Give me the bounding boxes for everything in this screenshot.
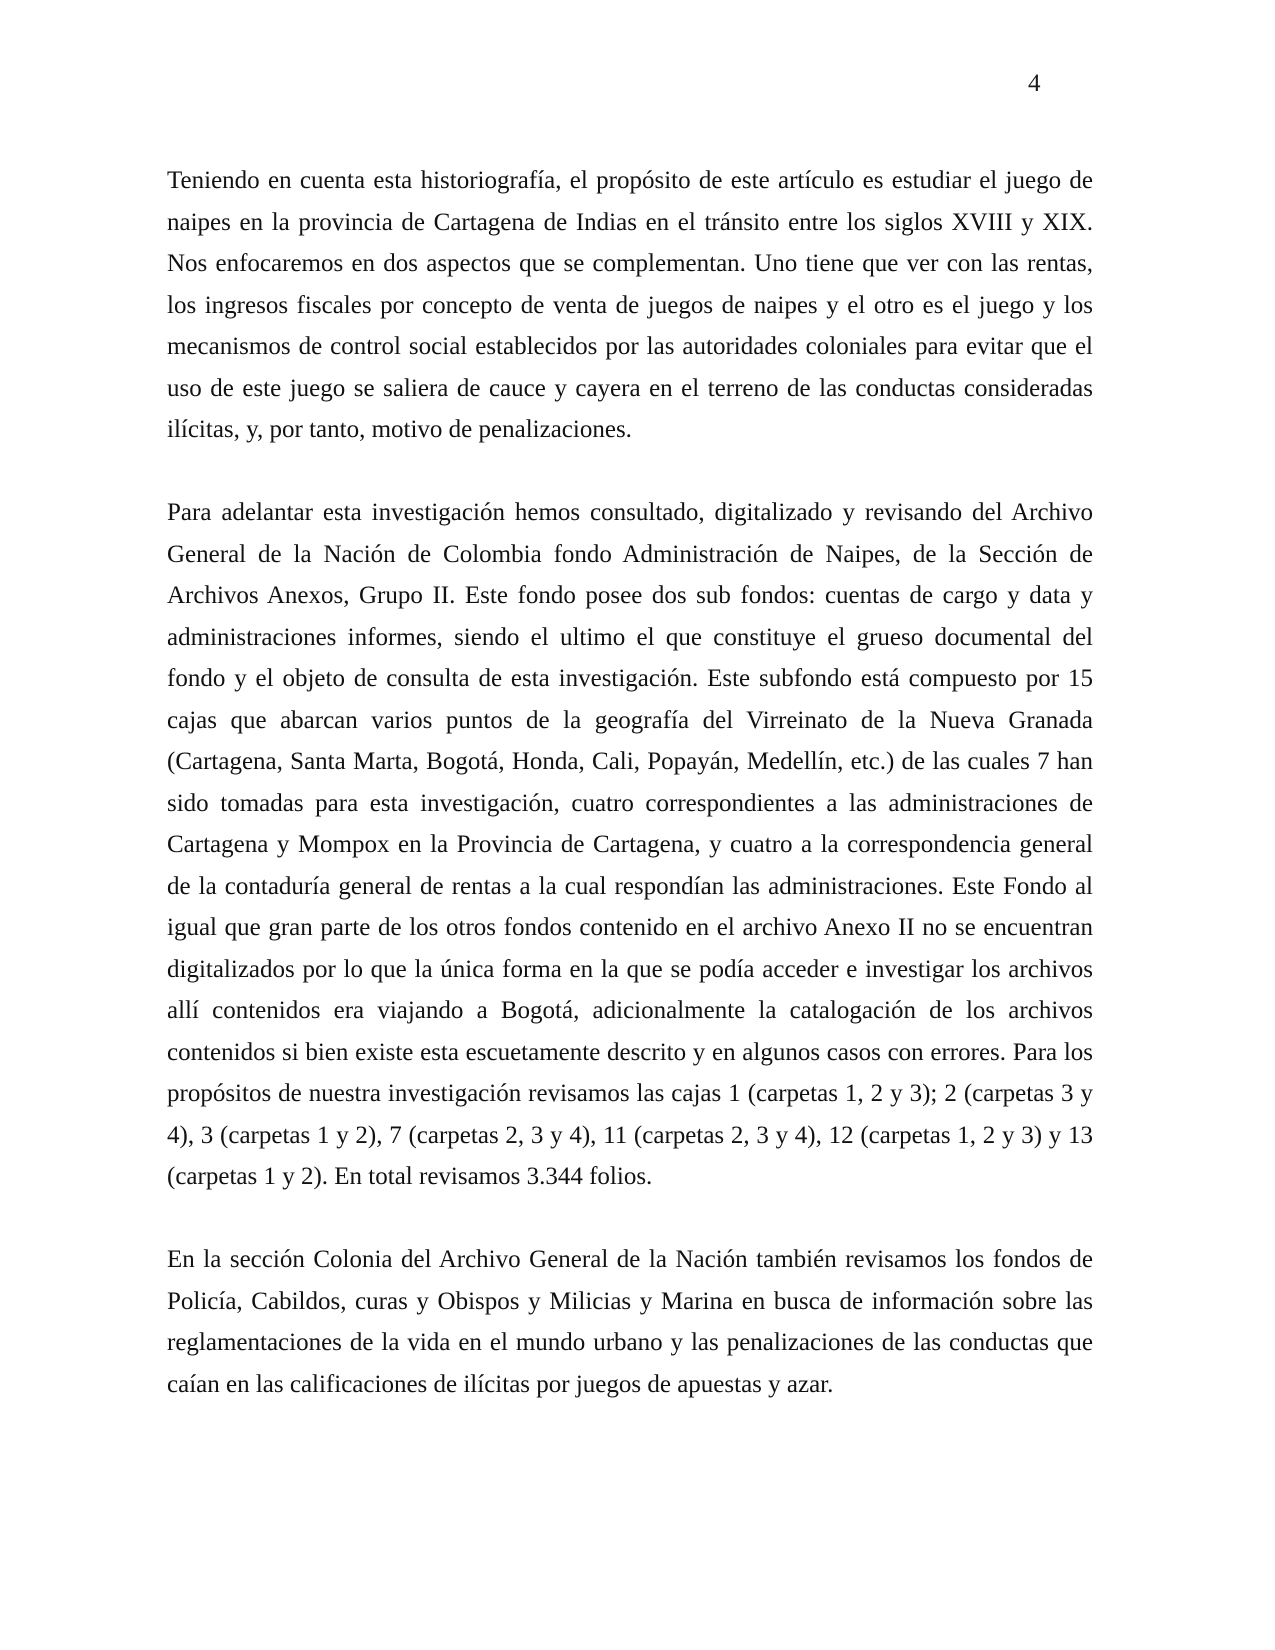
document-body	[167, 160, 1093, 1405]
paragraph-intro: Teniendo en cuenta esta historiografía, el propósito de este artículo es estudiar el juego de naipes en la provincia de Cartagena de Indias en el tránsito entre los siglos XVIII y XIX. Nos enfocaremos en dos aspectos que se complementan. Uno tiene que ver con las rentas, los ingresos fiscales por concepto de venta de juegos de naipes y el otro es el juego y los mecanismos de control social establecidos por las autoridades coloniales para evitar que el uso de este juego se saliera de cauce y cayera en el terreno de las conductas consideradas ilícitas, y, por tanto, motivo de penalizaciones.	[167, 167, 1093, 443]
page-number: 4	[1028, 70, 1041, 97]
paragraph-archive-sources: Para adelantar esta investigación hemos consultado, digitalizado y revisando del Archivo General de la Nación de Colombia fondo Administración de Naipes, de la Sección de Archivos Anexos, Grupo II. Este fondo posee dos sub fondos: cuentas de cargo y data y administraciones informes, siendo el ultimo el que constituye el grueso documental del fondo y el objeto de consulta de esta investigación. Este subfondo está compuesto por 15 cajas que abarcan varios puntos de la geografía del Virreinato de la Nueva Granada (Cartagena, Santa Marta, Bogotá, Honda, Cali, Popayán, Medellín, etc.) de las cuales 7 han sido tomadas para esta investigación, cuatro correspondientes a las administraciones de Cartagena y Mompox en la Provincia de Cartagena, y cuatro a la correspondencia general de la contaduría general de rentas a la cual respondían las administraciones. Este Fondo al igual que gran parte de los otros fondos contenido en el archivo Anexo II no se encuentran digitalizados por lo que la única forma en la que se podía acceder e investigar los archivos allí contenidos era viajando a Bogotá, adicionalmente la catalogación de los archivos contenidos si bien existe esta escuetamente descrito y en algunos casos con errores. Para los propósitos de nuestra investigación revisamos las cajas 1 (carpetas 1, 2 y 3); 2 (carpetas 3 y 4), 3 (carpetas 1 y 2), 7 (carpetas 2, 3 y 4), 11 (carpetas 2, 3 y 4), 12 (carpetas 1, 2 y 3) y 13 (carpetas 1 y 2). En total revisamos 3.344 folios.	[167, 499, 1093, 1190]
paragraph-colonia-section: En la sección Colonia del Archivo General de la Nación también revisamos los fondos de Policía, Cabildos, curas y Obispos y Milicias y Marina en busca de información sobre las reglamentaciones de la vida en el mundo urbano y las penalizaciones de las conductas que caían en las calificaciones de ilícitas por juegos de apuestas y azar.	[167, 1246, 1093, 1398]
